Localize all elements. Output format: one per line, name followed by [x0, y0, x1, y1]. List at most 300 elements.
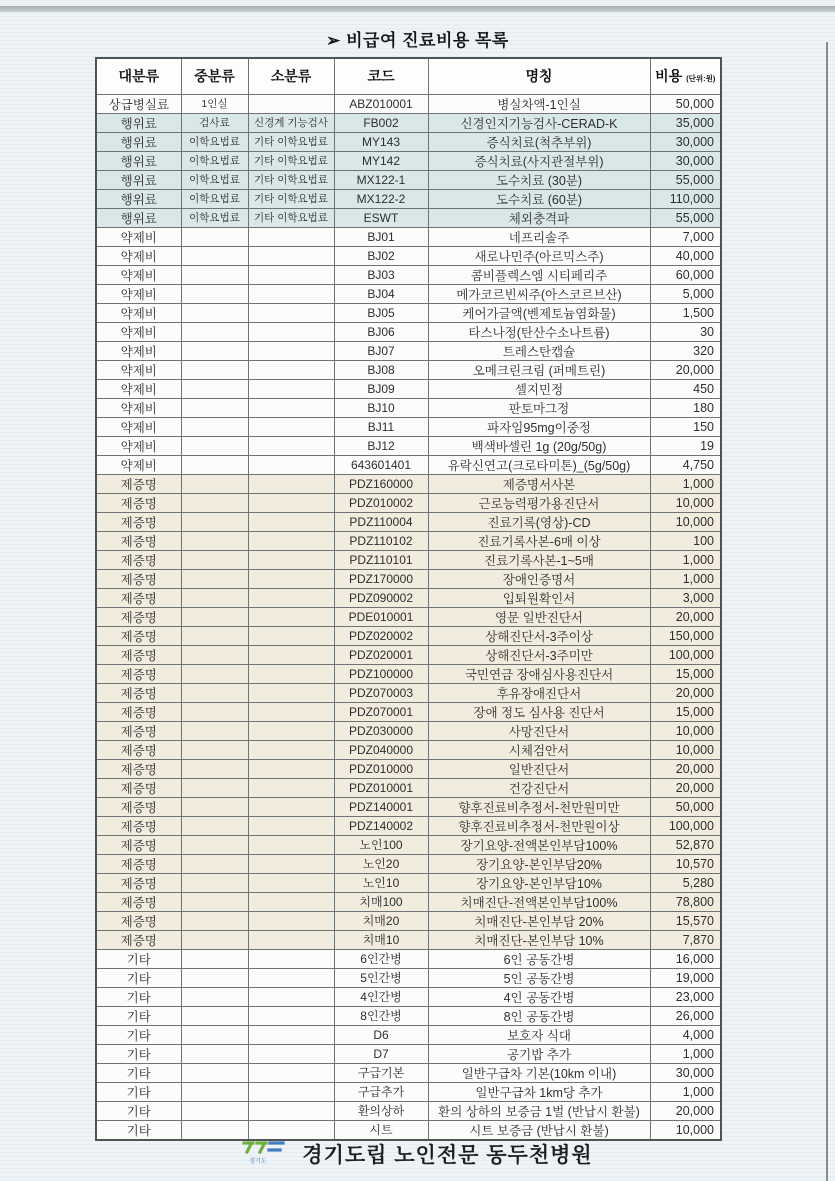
- table-row: [96, 132, 721, 151]
- cell-name: 향후진료비추정서-천만원미만: [428, 797, 650, 816]
- table-row: [96, 455, 721, 474]
- cell-mid-category: [181, 512, 248, 531]
- table-row: [96, 531, 721, 550]
- cell-category: 제증명: [96, 797, 181, 816]
- cell-name: 건강진단서: [428, 778, 650, 797]
- cell-code: 6인간병: [334, 949, 428, 968]
- cell-sub-category: [248, 246, 334, 265]
- col-header-mid-category: 중분류: [181, 58, 248, 94]
- cell-mid-category: [181, 227, 248, 246]
- cell-name: 증식치료(사지관절부위): [428, 151, 650, 170]
- cell-price: 60,000: [650, 265, 721, 284]
- cell-category: 약제비: [96, 417, 181, 436]
- table-row: [96, 379, 721, 398]
- cell-code: PDZ010001: [334, 778, 428, 797]
- cell-sub-category: [248, 265, 334, 284]
- cell-name: 일반진단서: [428, 759, 650, 778]
- cell-sub-category: [248, 493, 334, 512]
- cell-name: 시체검안서: [428, 740, 650, 759]
- cell-category: 제증명: [96, 892, 181, 911]
- cell-code: 구급추가: [334, 1082, 428, 1101]
- col-header-sub-category: 소분류: [248, 58, 334, 94]
- cell-price: 1,000: [650, 1044, 721, 1063]
- cell-category: 제증명: [96, 778, 181, 797]
- table-row: [96, 1025, 721, 1044]
- cell-category: 제증명: [96, 740, 181, 759]
- cell-mid-category: [181, 626, 248, 645]
- table-header-row: [96, 58, 721, 94]
- table-row: [96, 987, 721, 1006]
- cell-mid-category: [181, 987, 248, 1006]
- scan-edge-top: [0, 6, 835, 12]
- cell-category: 기타: [96, 1044, 181, 1063]
- cell-category: 제증명: [96, 759, 181, 778]
- cell-code: ABZ010001: [334, 94, 428, 113]
- table-row: [96, 588, 721, 607]
- table-row: [96, 911, 721, 930]
- table-row: [96, 1120, 721, 1140]
- cell-code: 643601401: [334, 455, 428, 474]
- cell-sub-category: [248, 284, 334, 303]
- cell-name: 치매진단-본인부담 20%: [428, 911, 650, 930]
- cell-category: 제증명: [96, 645, 181, 664]
- cell-category: 약제비: [96, 303, 181, 322]
- cell-price: 23,000: [650, 987, 721, 1006]
- cell-category: 약제비: [96, 455, 181, 474]
- cell-code: 노인20: [334, 854, 428, 873]
- cell-price: 5,000: [650, 284, 721, 303]
- cell-category: 약제비: [96, 360, 181, 379]
- table-row: [96, 360, 721, 379]
- cell-mid-category: [181, 246, 248, 265]
- table-row: [96, 892, 721, 911]
- table-row: [96, 170, 721, 189]
- table-row: [96, 1006, 721, 1025]
- table-row: [96, 284, 721, 303]
- cell-mid-category: [181, 683, 248, 702]
- cell-code: PDZ030000: [334, 721, 428, 740]
- cell-price: 30: [650, 322, 721, 341]
- cell-category: 기타: [96, 1006, 181, 1025]
- cell-mid-category: [181, 702, 248, 721]
- cell-price: 52,870: [650, 835, 721, 854]
- cell-price: 10,000: [650, 740, 721, 759]
- cell-name: 장기요양-본인부담20%: [428, 854, 650, 873]
- table-row: [96, 417, 721, 436]
- cell-price: 7,000: [650, 227, 721, 246]
- table-row: [96, 1082, 721, 1101]
- cell-price: 15,000: [650, 664, 721, 683]
- cell-mid-category: [181, 1120, 248, 1140]
- cell-mid-category: 이학요법료: [181, 151, 248, 170]
- table-row: [96, 303, 721, 322]
- cell-sub-category: [248, 322, 334, 341]
- cell-name: 병실차액-1인실: [428, 94, 650, 113]
- cell-code: PDZ010000: [334, 759, 428, 778]
- cell-name: 오메크린크림 (퍼메트린): [428, 360, 650, 379]
- cell-code: 5인간병: [334, 968, 428, 987]
- cell-sub-category: [248, 1044, 334, 1063]
- cell-mid-category: [181, 1044, 248, 1063]
- table-row: [96, 949, 721, 968]
- cell-sub-category: [248, 360, 334, 379]
- hospital-name: 경기도립 노인전문 동두천병원: [302, 1144, 593, 1167]
- cell-sub-category: [248, 1025, 334, 1044]
- cell-mid-category: [181, 1063, 248, 1082]
- cell-price: 10,000: [650, 1120, 721, 1140]
- cell-name: 판토마그정: [428, 398, 650, 417]
- cell-mid-category: [181, 835, 248, 854]
- cell-name: 셀지민정: [428, 379, 650, 398]
- cell-code: BJ05: [334, 303, 428, 322]
- svg-text:경기도: 경기도: [249, 1159, 267, 1165]
- cell-sub-category: [248, 854, 334, 873]
- cell-name: 신경인지기능검사-CERAD-K: [428, 113, 650, 132]
- cell-name: 후유장애진단서: [428, 683, 650, 702]
- cell-code: PDZ040000: [334, 740, 428, 759]
- cell-name: 타스나정(탄산수소나트륨): [428, 322, 650, 341]
- cell-code: 노인100: [334, 835, 428, 854]
- cell-price: 450: [650, 379, 721, 398]
- table-row: [96, 436, 721, 455]
- table-row: [96, 721, 721, 740]
- cell-price: 26,000: [650, 1006, 721, 1025]
- cell-code: 치매100: [334, 892, 428, 911]
- cell-code: PDZ020001: [334, 645, 428, 664]
- cell-sub-category: [248, 417, 334, 436]
- cell-name: 향후진료비추정서-천만원이상: [428, 816, 650, 835]
- cell-mid-category: [181, 474, 248, 493]
- cell-price: 50,000: [650, 94, 721, 113]
- cell-code: MY143: [334, 132, 428, 151]
- cell-category: 약제비: [96, 227, 181, 246]
- cell-code: BJ02: [334, 246, 428, 265]
- table-row: [96, 702, 721, 721]
- cell-category: 제증명: [96, 721, 181, 740]
- cell-code: BJ06: [334, 322, 428, 341]
- cell-name: 입퇴원확인서: [428, 588, 650, 607]
- cell-mid-category: [181, 455, 248, 474]
- cell-name: 일반구급차 1km당 추가: [428, 1082, 650, 1101]
- col-header-price: [650, 58, 721, 94]
- cell-price: 100: [650, 531, 721, 550]
- cell-category: 제증명: [96, 816, 181, 835]
- cell-category: 제증명: [96, 550, 181, 569]
- cell-name: 진료기록사본-1~5매: [428, 550, 650, 569]
- cell-category: 제증명: [96, 588, 181, 607]
- cell-price: 15,000: [650, 702, 721, 721]
- cell-sub-category: [248, 588, 334, 607]
- cell-name: 6인 공동간병: [428, 949, 650, 968]
- table-row: [96, 189, 721, 208]
- table-row: [96, 246, 721, 265]
- cell-code: 치매20: [334, 911, 428, 930]
- cell-price: 55,000: [650, 170, 721, 189]
- cell-code: BJ01: [334, 227, 428, 246]
- cell-category: 제증명: [96, 626, 181, 645]
- table-row: [96, 322, 721, 341]
- cell-code: FB002: [334, 113, 428, 132]
- cell-code: BJ10: [334, 398, 428, 417]
- cell-mid-category: [181, 664, 248, 683]
- cell-category: 기타: [96, 949, 181, 968]
- table-row: [96, 835, 721, 854]
- cell-sub-category: [248, 94, 334, 113]
- cell-mid-category: [181, 493, 248, 512]
- cell-mid-category: [181, 740, 248, 759]
- cell-price: 35,000: [650, 113, 721, 132]
- cell-sub-category: [248, 987, 334, 1006]
- cell-name: 환의 상하의 보증금 1벌 (반납시 환불): [428, 1101, 650, 1120]
- cell-mid-category: [181, 911, 248, 930]
- cell-category: 약제비: [96, 246, 181, 265]
- cell-category: 행위료: [96, 151, 181, 170]
- cell-sub-category: [248, 1120, 334, 1140]
- cell-category: 기타: [96, 1063, 181, 1082]
- cell-mid-category: [181, 930, 248, 949]
- cell-sub-category: [248, 892, 334, 911]
- cell-mid-category: [181, 436, 248, 455]
- cell-price: 20,000: [650, 607, 721, 626]
- cell-mid-category: [181, 398, 248, 417]
- cell-mid-category: 이학요법료: [181, 208, 248, 227]
- cell-category: 제증명: [96, 474, 181, 493]
- table-row: [96, 607, 721, 626]
- cell-sub-category: [248, 778, 334, 797]
- cell-mid-category: [181, 531, 248, 550]
- cell-code: PDE010001: [334, 607, 428, 626]
- cell-name: 4인 공동간병: [428, 987, 650, 1006]
- cell-sub-category: [248, 835, 334, 854]
- table-row: [96, 113, 721, 132]
- fee-table-container: [95, 57, 720, 1141]
- cell-category: 행위료: [96, 132, 181, 151]
- cell-name: 상해진단서-3주이상: [428, 626, 650, 645]
- cell-mid-category: [181, 816, 248, 835]
- cell-code: BJ07: [334, 341, 428, 360]
- cell-sub-category: 기타 이학요법료: [248, 208, 334, 227]
- cell-mid-category: [181, 607, 248, 626]
- cell-price: 4,000: [650, 1025, 721, 1044]
- cell-mid-category: [181, 284, 248, 303]
- price-unit-note: (단위:원): [686, 74, 716, 84]
- cell-sub-category: [248, 683, 334, 702]
- cell-mid-category: [181, 569, 248, 588]
- table-row: [96, 265, 721, 284]
- cell-sub-category: [248, 607, 334, 626]
- cell-sub-category: [248, 873, 334, 892]
- cell-price: 30,000: [650, 132, 721, 151]
- cell-sub-category: [248, 949, 334, 968]
- cell-code: BJ08: [334, 360, 428, 379]
- cell-category: 기타: [96, 1101, 181, 1120]
- cell-name: 치매진단-본인부담 10%: [428, 930, 650, 949]
- cell-sub-category: [248, 816, 334, 835]
- cell-price: 1,000: [650, 550, 721, 569]
- cell-name: 8인 공동간병: [428, 1006, 650, 1025]
- cell-name: 콤비플렉스엠 시티페리주: [428, 265, 650, 284]
- cell-name: 5인 공동간병: [428, 968, 650, 987]
- cell-category: 행위료: [96, 113, 181, 132]
- cell-sub-category: [248, 645, 334, 664]
- cell-mid-category: [181, 778, 248, 797]
- table-row: [96, 1063, 721, 1082]
- col-header-category: 대분류: [96, 58, 181, 94]
- cell-code: PDZ140002: [334, 816, 428, 835]
- cell-mid-category: [181, 1101, 248, 1120]
- table-row: [96, 968, 721, 987]
- cell-code: PDZ110004: [334, 512, 428, 531]
- cell-category: 제증명: [96, 664, 181, 683]
- cell-price: 5,280: [650, 873, 721, 892]
- cell-category: 기타: [96, 1025, 181, 1044]
- cell-sub-category: [248, 455, 334, 474]
- cell-mid-category: 이학요법료: [181, 170, 248, 189]
- cell-sub-category: [248, 759, 334, 778]
- cell-sub-category: [248, 398, 334, 417]
- cell-code: 구급기본: [334, 1063, 428, 1082]
- cell-code: 시트: [334, 1120, 428, 1140]
- table-row: [96, 664, 721, 683]
- cell-sub-category: [248, 303, 334, 322]
- cell-name: 국민연금 장애심사용진단서: [428, 664, 650, 683]
- cell-category: 제증명: [96, 873, 181, 892]
- cell-price: 7,870: [650, 930, 721, 949]
- cell-code: BJ04: [334, 284, 428, 303]
- cell-name: 장애 정도 심사용 진단서: [428, 702, 650, 721]
- cell-price: 50,000: [650, 797, 721, 816]
- cell-category: 약제비: [96, 379, 181, 398]
- cell-name: 파자임95mg이중정: [428, 417, 650, 436]
- cell-sub-category: [248, 721, 334, 740]
- cell-sub-category: 기타 이학요법료: [248, 189, 334, 208]
- cell-code: PDZ110101: [334, 550, 428, 569]
- cell-price: 19: [650, 436, 721, 455]
- cell-name: 메가코르빈씨주(아스코르브산): [428, 284, 650, 303]
- cell-mid-category: [181, 341, 248, 360]
- cell-sub-category: 기타 이학요법료: [248, 151, 334, 170]
- cell-sub-category: [248, 797, 334, 816]
- page-title: ➢ 비급여 진료비용 목록: [326, 31, 509, 50]
- cell-code: D6: [334, 1025, 428, 1044]
- cell-code: PDZ090002: [334, 588, 428, 607]
- cell-sub-category: [248, 569, 334, 588]
- table-row: [96, 854, 721, 873]
- cell-code: PDZ020002: [334, 626, 428, 645]
- cell-price: 100,000: [650, 645, 721, 664]
- cell-code: PDZ070001: [334, 702, 428, 721]
- table-row: [96, 151, 721, 170]
- cell-price: 1,000: [650, 569, 721, 588]
- cell-name: 사망진단서: [428, 721, 650, 740]
- cell-sub-category: [248, 1101, 334, 1120]
- cell-price: 16,000: [650, 949, 721, 968]
- cell-price: 150: [650, 417, 721, 436]
- cell-sub-category: [248, 227, 334, 246]
- cell-code: MY142: [334, 151, 428, 170]
- cell-mid-category: [181, 645, 248, 664]
- table-row: [96, 816, 721, 835]
- cell-code: MX122-2: [334, 189, 428, 208]
- cell-category: 약제비: [96, 322, 181, 341]
- cell-price: 15,570: [650, 911, 721, 930]
- cell-sub-category: 기타 이학요법료: [248, 132, 334, 151]
- table-row: [96, 645, 721, 664]
- cell-name: 일반구급차 기본(10km 이내): [428, 1063, 650, 1082]
- cell-sub-category: [248, 341, 334, 360]
- cell-price: 1,500: [650, 303, 721, 322]
- cell-category: 제증명: [96, 854, 181, 873]
- cell-sub-category: [248, 1082, 334, 1101]
- cell-sub-category: [248, 1063, 334, 1082]
- cell-mid-category: [181, 721, 248, 740]
- cell-name: 새로나민주(아르믹스주): [428, 246, 650, 265]
- cell-code: PDZ110102: [334, 531, 428, 550]
- cell-name: 진료기록사본-6매 이상: [428, 531, 650, 550]
- cell-price: 10,000: [650, 512, 721, 531]
- cell-price: 20,000: [650, 360, 721, 379]
- cell-mid-category: 이학요법료: [181, 132, 248, 151]
- cell-code: 4인간병: [334, 987, 428, 1006]
- col-header-price-label: 비용: [655, 68, 683, 85]
- cell-code: BJ03: [334, 265, 428, 284]
- cell-price: 55,000: [650, 208, 721, 227]
- cell-name: 제증명서사본: [428, 474, 650, 493]
- cell-mid-category: 이학요법료: [181, 189, 248, 208]
- cell-name: 케어가글액(벤제토늄염화물): [428, 303, 650, 322]
- table-row: [96, 778, 721, 797]
- cell-sub-category: [248, 531, 334, 550]
- cell-sub-category: [248, 626, 334, 645]
- cell-code: 치매10: [334, 930, 428, 949]
- cell-price: 19,000: [650, 968, 721, 987]
- cell-name: 보호자 식대: [428, 1025, 650, 1044]
- cell-mid-category: [181, 968, 248, 987]
- cell-code: PDZ100000: [334, 664, 428, 683]
- cell-category: 약제비: [96, 284, 181, 303]
- cell-mid-category: [181, 759, 248, 778]
- table-row: [96, 759, 721, 778]
- cell-name: 백색바셀린 1g (20g/50g): [428, 436, 650, 455]
- cell-code: BJ12: [334, 436, 428, 455]
- cell-category: 제증명: [96, 607, 181, 626]
- cell-sub-category: [248, 436, 334, 455]
- cell-category: 기타: [96, 987, 181, 1006]
- scan-edge-right: [826, 42, 828, 1181]
- cell-price: 20,000: [650, 683, 721, 702]
- cell-price: 110,000: [650, 189, 721, 208]
- cell-sub-category: [248, 474, 334, 493]
- cell-name: 도수치료 (60분): [428, 189, 650, 208]
- cell-price: 40,000: [650, 246, 721, 265]
- cell-price: 10,000: [650, 493, 721, 512]
- cell-name: 공기밥 추가: [428, 1044, 650, 1063]
- cell-sub-category: 기타 이학요법료: [248, 170, 334, 189]
- cell-category: 제증명: [96, 493, 181, 512]
- cell-mid-category: 검사료: [181, 113, 248, 132]
- cell-mid-category: [181, 417, 248, 436]
- cell-category: 제증명: [96, 930, 181, 949]
- cell-name: 증식치료(척추부위): [428, 132, 650, 151]
- cell-mid-category: [181, 1006, 248, 1025]
- cell-sub-category: [248, 664, 334, 683]
- cell-mid-category: [181, 892, 248, 911]
- table-row: [96, 398, 721, 417]
- table-row: [96, 512, 721, 531]
- cell-price: 180: [650, 398, 721, 417]
- cell-code: PDZ140001: [334, 797, 428, 816]
- table-row: [96, 1044, 721, 1063]
